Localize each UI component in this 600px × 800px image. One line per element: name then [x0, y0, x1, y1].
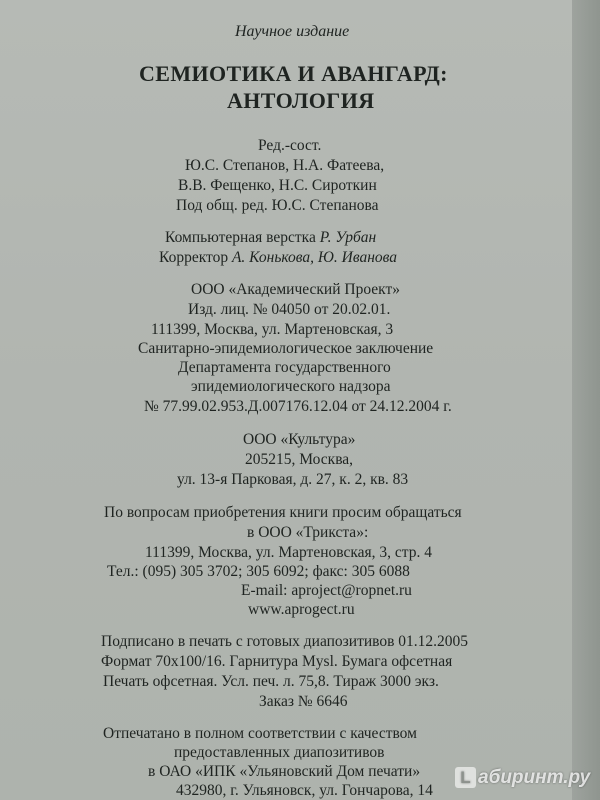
labirint-watermark-text: абиринт.ру: [478, 767, 591, 788]
print-signed: Подписано в печать с готовых диапозитивов 01.12.2005: [101, 633, 469, 650]
sanitary-line-3: эпидемиологического надзора: [191, 378, 391, 395]
labirint-logo-icon: L: [455, 767, 476, 788]
edition-type: Научное издание: [235, 23, 350, 40]
editors-label: Ред.-сост.: [258, 137, 322, 154]
copublisher-city: 205215, Москва,: [245, 451, 354, 468]
printer-line-2: предоставленных диапозитивов: [174, 744, 385, 761]
copublisher-name: ООО «Культура»: [243, 431, 356, 448]
layout-name: Р. Урбан: [319, 229, 377, 246]
copublisher-address: ул. 13-я Парковая, д. 27, к. 2, кв. 83: [177, 471, 409, 488]
proofreader-credit: [159, 250, 397, 266]
orders-phone: Тел.: (095) 305 3702; 305 6092; факс: 305 6088: [107, 563, 410, 580]
editors-line-1: Ю.С. Степанов, Н.А. Фатеева,: [185, 157, 385, 174]
orders-line-2: в ООО «Трикста»:: [247, 524, 369, 541]
page-edge-shadow: [572, 0, 600, 800]
publisher-name: ООО «Академический Проект»: [191, 281, 400, 298]
proofreader-names: А. Конькова, Ю. Иванова: [231, 249, 398, 266]
orders-address: 111399, Москва, ул. Мартеновская, 3, стр. 4: [145, 544, 432, 561]
publisher-address: 111399, Москва, ул. Мартеновская, 3: [151, 321, 394, 338]
book-title-line-2: АНТОЛОГИЯ: [227, 88, 375, 113]
general-editor: Под общ. ред. Ю.С. Степанова: [176, 197, 379, 214]
sanitary-number: № 77.99.02.953.Д.007176.12.04 от 24.12.2004 г.: [144, 398, 452, 415]
orders-email: E-mail: aproject@ropnet.ru: [241, 582, 412, 599]
layout-credit: [165, 230, 376, 246]
print-format: Формат 70x100/16. Гарнитура Mysl. Бумага офсетная: [101, 653, 453, 670]
orders-website: www.aprogect.ru: [248, 601, 355, 618]
printer-line-3: в ОАО «ИПК «Ульяновский Дом печати»: [148, 763, 421, 780]
book-title-line-1: СЕМИОТИКА И АВАНГАРД:: [139, 61, 448, 86]
print-details: Печать офсетная. Усл. печ. л. 75,8. Тираж 3000 экз.: [103, 673, 439, 690]
orders-line-1: По вопросам приобретения книги просим обращаться: [104, 504, 462, 521]
sanitary-line-2: Департамента государственного: [178, 359, 391, 376]
printer-line-1: Отпечатано в полном соответствии с качеством: [103, 725, 417, 742]
labirint-watermark: [455, 767, 595, 793]
layout-label: Компьютерная верстка: [165, 229, 316, 246]
editors-line-2: В.В. Фещенко, Н.С. Сироткин: [178, 177, 377, 194]
publisher-license: Изд. лиц. № 04050 от 20.02.01.: [188, 301, 391, 318]
sanitary-line-1: Санитарно-эпидемиологическое заключение: [138, 340, 434, 357]
printer-address: 432980, г. Ульяновск, ул. Гончарова, 14: [176, 782, 433, 799]
print-order-number: Заказ № 6646: [259, 693, 348, 710]
proofreader-label: Корректор: [159, 249, 229, 266]
